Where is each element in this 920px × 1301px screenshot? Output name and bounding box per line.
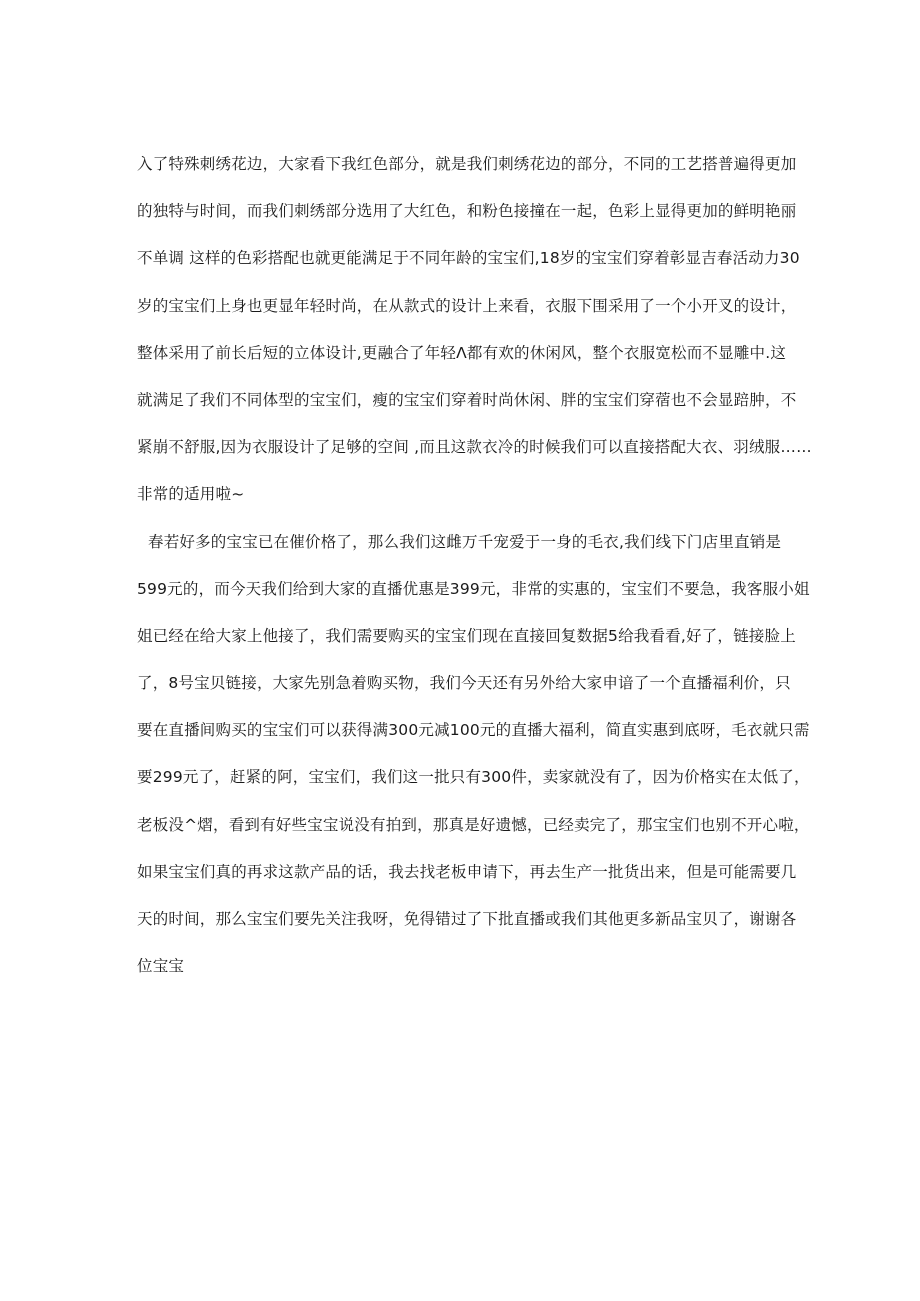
text-line: 岁的宝宝们上身也更显年轻时尚，在从款式的设计上来看，衣服下围采用了一个小开叉的设计， (137, 296, 797, 315)
text-line: 不单调 这样的色彩搭配也就更能满足于不同年龄的宝宝们,18岁的宝宝们穿着彰显吉春活动力30 (137, 249, 800, 268)
text-line: 就满足了我们不同体型的宝宝们，瘦的宝宝们穿着时尚休闲、胖的宝宝们穿蓿也不会显踣肿，不 (137, 390, 797, 409)
text-line: 天的时间，那么宝宝们要先关注我呀，免得错过了下批直播或我们其他更多新品宝贝了，谢谢各 (137, 910, 797, 928)
text-line: 要299元了，赶紧的阿，宝宝们，我们这一批只有300件，卖家就没有了，因为价格实在太低了， (137, 768, 810, 787)
text-line: 599元的，而今天我们给到大家的直播优惠是399元，非常的实惠的，宝宝们不要急，我客服小姐 (137, 579, 810, 598)
paragraph-start-line: 春若好多的宝宝已在催价格了，那么我们这雌万千宠爱于一身的毛衣,我们线下门店里直销是 (148, 532, 782, 551)
text-line: 老板没^熠，看到有好些宝宝说没有拍到，那真是好遗憾，已经卖完了，那宝宝们也别不开心啦， (137, 815, 810, 834)
text-line: 如果宝宝们真的再求这款产品的话，我去找老板申请下，再去生产一批货出来，但是可能需要几 (137, 862, 797, 881)
text-line: 要在直播间购买的宝宝们可以获得满300元减100元的直播大福利，简直实惠到底呀，毛衣就只需 (137, 721, 810, 740)
text-line: 非常的适用啦~ (137, 485, 245, 504)
text-line: 了，8号宝贝链接，大家先别急着购买物，我们今天还有另外给大家申谙了一个直播福利价，只 (137, 674, 791, 693)
text-line: 入了特殊刺绣花边，大家看下我红色部分，就是我们刺绣花边的部分，不同的工艺搭普遍得更加 (137, 155, 797, 173)
body-text (137, 141, 812, 990)
text-line: 的独特与时间，而我们刺绣部分选用了大红色，和粉色接撞在一起，色彩上显得更加的鲜明艳丽 (137, 202, 797, 221)
text-line: 整体采用了前长后短的立体设计,更融合了年轻Λ都有欢的休闲风，整个衣服宽松而不显雕中.这 (137, 343, 787, 362)
text-line: 姐已经在给大家上他接了，我们需要购买的宝宝们现在直接回复数据5给我看看,好了，链接脸上 (137, 626, 796, 645)
text-line: 位宝宝 (137, 957, 185, 976)
text-line: 紧崩不舒服,因为衣服设计了足够的空间 ,而且这款衣冷的时候我们可以直接搭配大衣、羽绒服…… (137, 438, 812, 457)
